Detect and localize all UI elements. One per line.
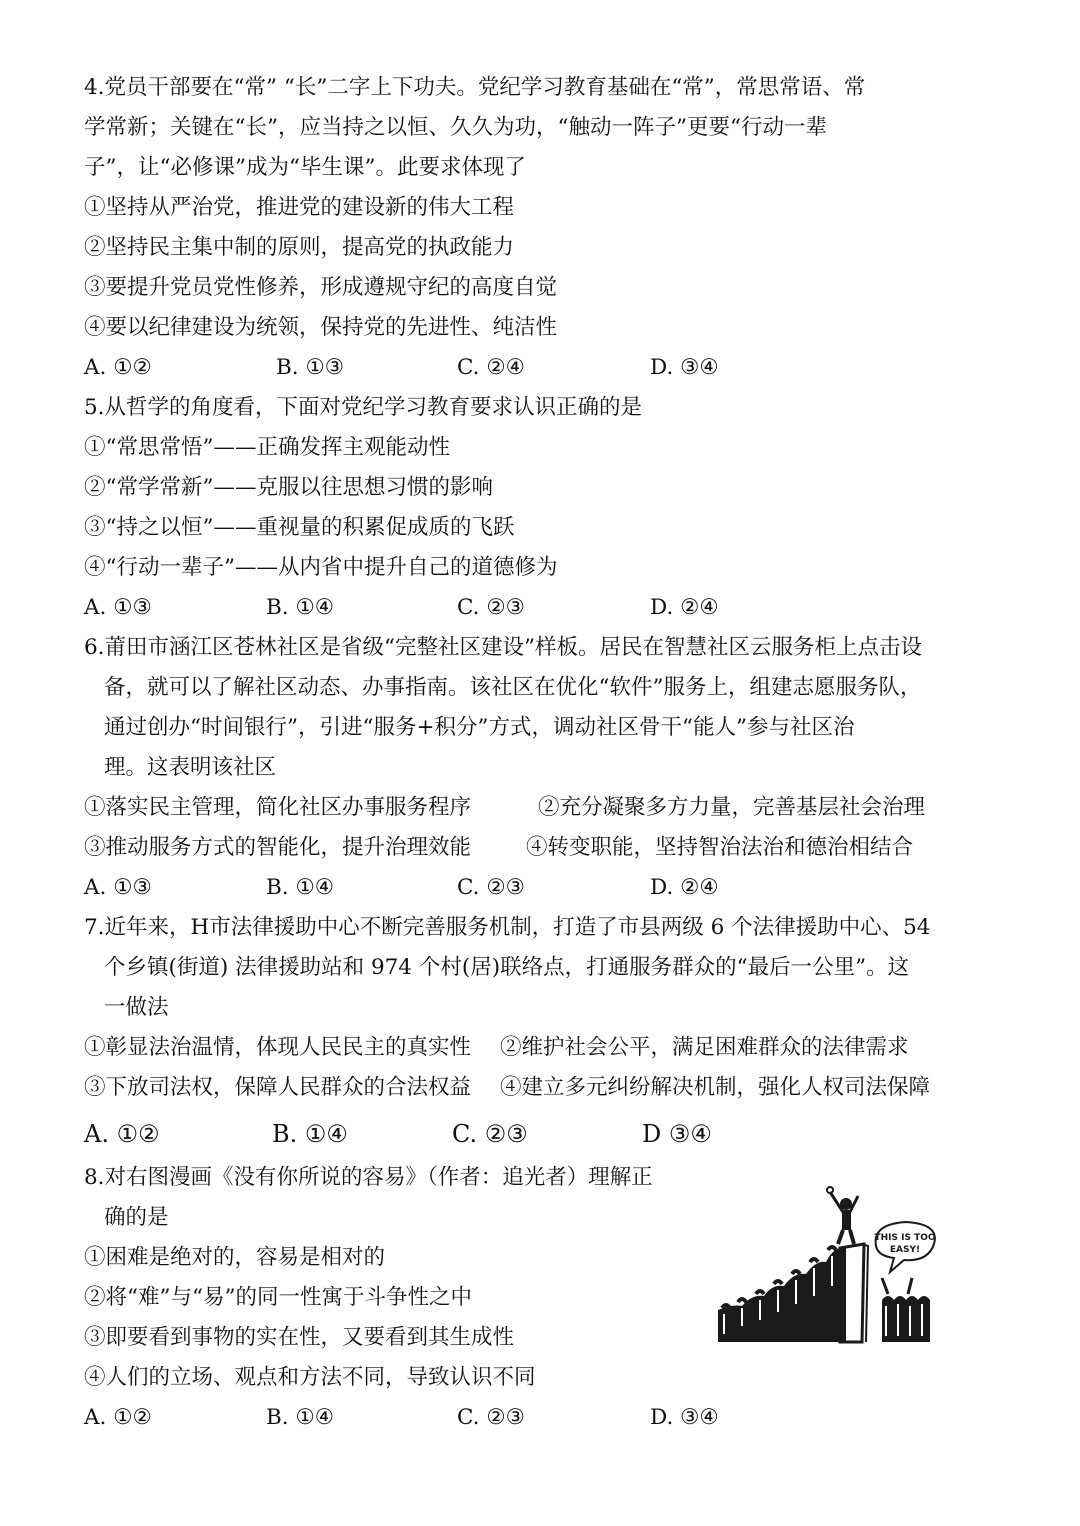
q7-stem-line-2: 个乡镇(街道) 法律援助站和 974 个村(居)联络点，打通服务群众的“最后一公里”。这 xyxy=(104,955,910,980)
cartoon-crowd-slope xyxy=(718,1248,846,1342)
q7-option-b[interactable]: B. ①④ xyxy=(272,1120,348,1148)
q4-statement-4: ④要以纪律建设为统领，保持党的先进性、纯洁性 xyxy=(84,315,558,340)
q8-option-a[interactable]: A. ①② xyxy=(84,1405,152,1430)
q6-stem-line-2: 备，就可以了解社区动态、办事指南。该社区在优化“软件”服务上，组建志愿服务队， xyxy=(104,675,922,700)
q7-statement-3: ③下放司法权，保障人民群众的合法权益 xyxy=(84,1075,472,1100)
q5-statement-3: ③“持之以恒”——重视量的积累促成质的飞跃 xyxy=(84,515,515,540)
q4-option-c[interactable]: C. ②④ xyxy=(457,355,525,380)
q8-option-c[interactable]: C. ②③ xyxy=(457,1405,525,1430)
q6-option-a[interactable]: A. ①③ xyxy=(84,875,152,900)
q7-option-a[interactable]: A. ①② xyxy=(84,1120,160,1148)
q8-option-d[interactable]: D. ③④ xyxy=(650,1405,719,1430)
q5-stem-line-1: 5.从哲学的角度看，下面对党纪学习教育要求认识正确的是 xyxy=(84,395,643,420)
q4-stem-line-3: 子”，让“必修课”成为“毕生课”。此要求体现了 xyxy=(84,155,526,180)
q4-statement-1: ①坚持从严治党，推进党的建设新的伟大工程 xyxy=(84,195,515,220)
q4-statement-3: ③要提升党员党性修养，形成遵规守纪的高度自觉 xyxy=(84,275,558,300)
q5-option-a[interactable]: A. ①③ xyxy=(84,595,152,620)
q8-statement-4: ④人们的立场、观点和方法不同，导致认识不同 xyxy=(84,1365,536,1390)
q4-stem-line-2: 学常新；关键在“长”，应当持之以恒、久久为功，“触动一阵子”更要“行动一辈 xyxy=(84,115,827,140)
q6-stem-line-4: 理。这表明该社区 xyxy=(104,755,277,780)
q6-stem-line-1: 6.莆田市涵江区苍林社区是省级“完整社区建设”样板。居民在智慧社区云服务柜上点击设 xyxy=(84,635,923,660)
q8-stem-line-1: 8.对右图漫画《没有你所说的容易》（作者：追光者）理解正 xyxy=(84,1165,653,1190)
cartoon-illustration xyxy=(712,1182,942,1352)
cartoon-text-line-2: EASY! xyxy=(889,1245,921,1255)
q7-statement-1: ①彰显法治温情，体现人民民主的真实性 xyxy=(84,1035,472,1060)
q7-option-c[interactable]: C. ②③ xyxy=(452,1120,528,1148)
q4-stem-line-1: 4.党员干部要在“常” “长”二字上下功夫。党纪学习教育基础在“常”，常思常语、常 xyxy=(84,75,866,100)
q5-option-c[interactable]: C. ②③ xyxy=(457,595,525,620)
q7-stem-line-3: 一做法 xyxy=(104,995,169,1020)
q4-option-d[interactable]: D. ③④ xyxy=(650,355,719,380)
q8-statement-3: ③即要看到事物的实在性，又要看到其生成性 xyxy=(84,1325,515,1350)
cartoon-speech-bubble xyxy=(874,1222,935,1272)
q6-stem-line-3: 通过创办“时间银行”，引进“服务+积分”方式，调动社区骨干“能人”参与社区治 xyxy=(104,715,855,740)
q6-statement-1: ①落实民主管理，简化社区办事服务程序 xyxy=(84,795,472,820)
q8-option-b[interactable]: B. ①④ xyxy=(266,1405,335,1430)
q6-option-d[interactable]: D. ②④ xyxy=(650,875,719,900)
q6-option-b[interactable]: B. ①④ xyxy=(266,875,335,900)
q8-statement-2: ②将“难”与“易”的同一性寓于斗争性之中 xyxy=(84,1285,472,1310)
q6-statement-3: ③推动服务方式的智能化，提升治理效能 xyxy=(84,835,472,860)
q6-statement-4: ④转变职能，坚持智治法治和德治相结合 xyxy=(526,835,914,860)
q7-statement-2: ②维护社会公平，满足困难群众的法律需求 xyxy=(500,1035,909,1060)
q6-option-c[interactable]: C. ②③ xyxy=(457,875,525,900)
q4-statement-2: ②坚持民主集中制的原则，提高党的执政能力 xyxy=(84,235,515,260)
q7-statement-4: ④建立多元纠纷解决机制，强化人权司法保障 xyxy=(500,1075,931,1100)
q5-statement-1: ①“常思常悟”——正确发挥主观能动性 xyxy=(84,435,450,460)
q4-option-b[interactable]: B. ①③ xyxy=(276,355,345,380)
cartoon-climber xyxy=(827,1187,858,1244)
q4-option-a[interactable]: A. ①② xyxy=(84,355,152,380)
q5-statement-4: ④“行动一辈子”——从内省中提升自己的道德修为 xyxy=(84,555,558,580)
q5-statement-2: ②“常学常新”——克服以往思想习惯的影响 xyxy=(84,475,493,500)
q8-stem-line-2: 确的是 xyxy=(104,1205,169,1230)
q5-option-b[interactable]: B. ①④ xyxy=(266,595,335,620)
q7-option-d[interactable]: D ③④ xyxy=(642,1120,712,1148)
q8-statement-1: ①困难是绝对的，容易是相对的 xyxy=(84,1245,386,1270)
q6-statement-2: ②充分凝聚多方力量，完善基层社会治理 xyxy=(538,795,926,820)
cartoon-text-line-1: THIS IS TOO xyxy=(874,1233,936,1243)
q5-option-d[interactable]: D. ②④ xyxy=(650,595,719,620)
q7-stem-line-1: 7.近年来，H市法律援助中心不断完善服务机制，打造了市县两级 6 个法律援助中心、54 xyxy=(84,915,931,940)
